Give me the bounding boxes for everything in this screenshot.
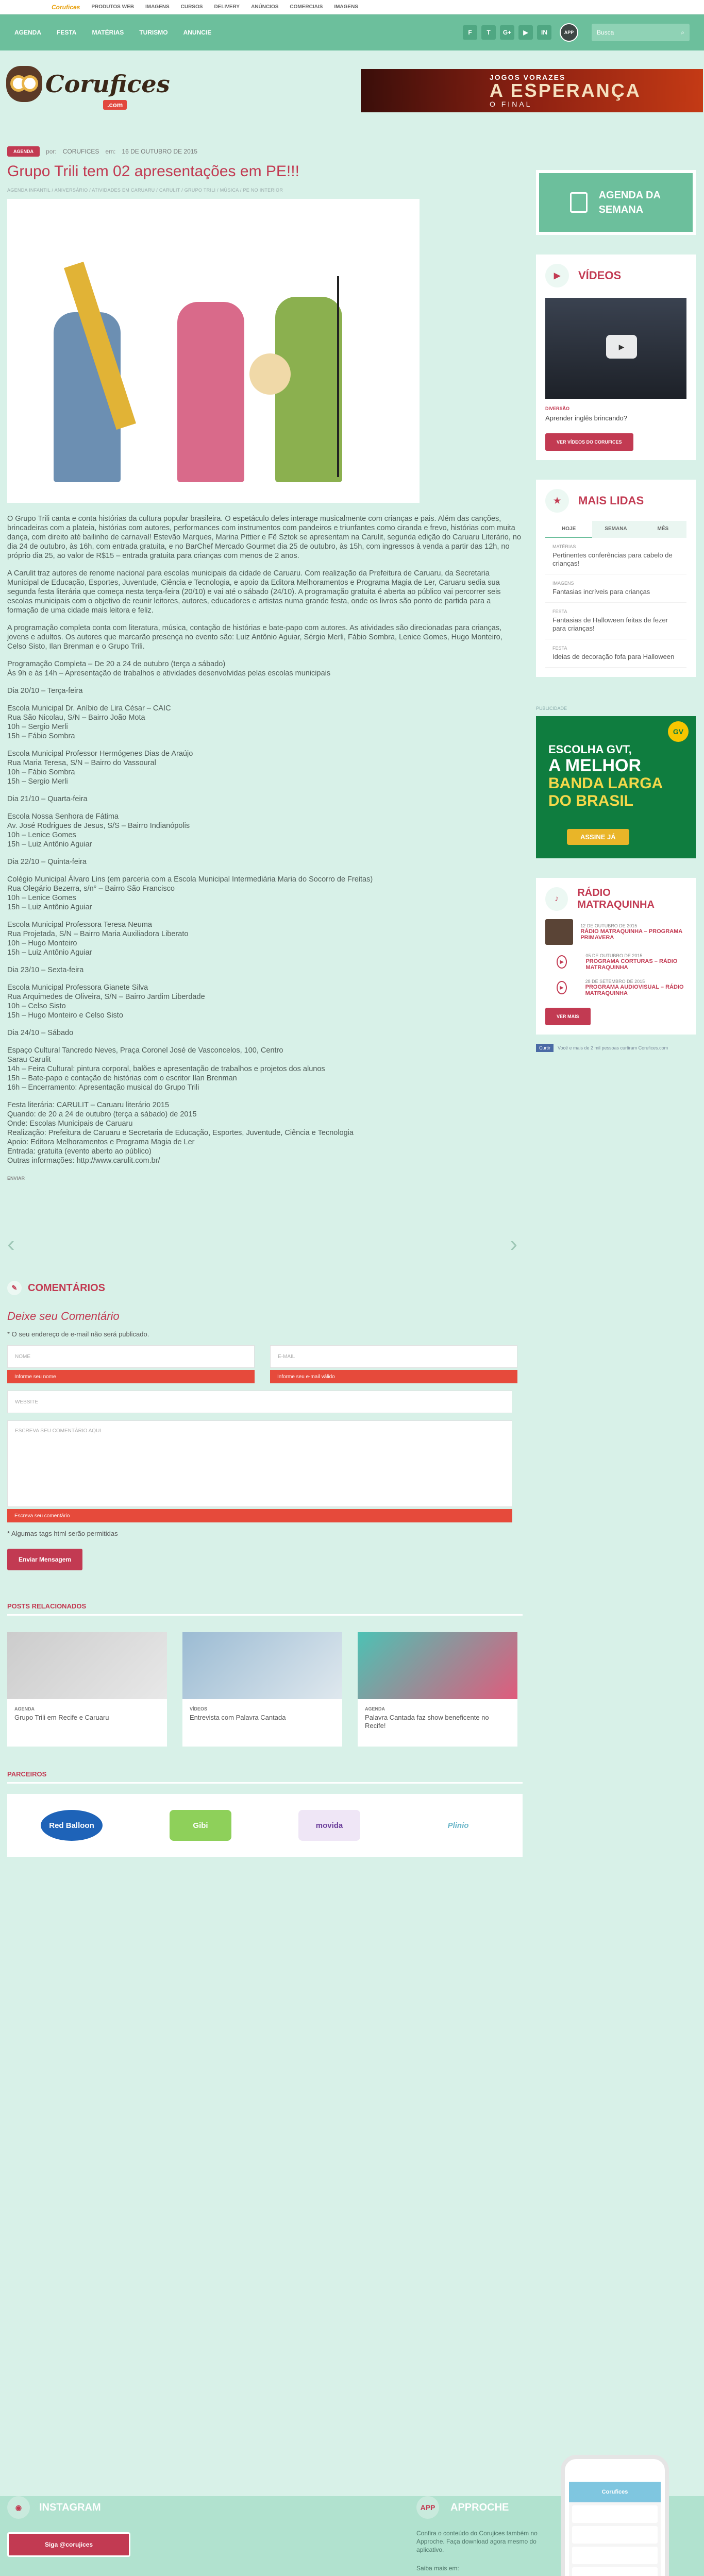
instagram-title: INSTAGRAM	[39, 2501, 101, 2513]
radio-item[interactable]	[545, 953, 686, 971]
comment-form-title: Deixe seu Comentário	[7, 1310, 120, 1323]
phone-header: Corufices	[569, 2482, 661, 2502]
list-item[interactable]	[545, 574, 686, 603]
radio-thumb	[545, 919, 573, 945]
post-tags[interactable]: AGENDA INFANTIL / ANIVERSÁRIO / ATIVIDADES EM CARUARU / CARULIT / GRUPO TRILI / MÚSICA / PE NO INTERIOR	[7, 188, 283, 193]
ad-line2: A ESPERANÇA	[490, 80, 641, 101]
top-utility-bar	[0, 0, 704, 14]
next-post-arrow-icon[interactable]: ›	[510, 1231, 517, 1257]
send-comment-button[interactable]: Enviar Mensagem	[7, 1549, 82, 1570]
facebook-like-text: Você e mais de 2 mil pessoas curtiram Corufices.com	[558, 1045, 668, 1050]
site-logo[interactable]	[6, 66, 170, 109]
phone-list-item	[572, 2505, 658, 2523]
most-read-title: MAIS LIDAS	[578, 494, 644, 507]
video-icon: ▶	[545, 264, 569, 287]
search-icon: ⌕	[681, 28, 684, 36]
play-icon[interactable]: ▶	[557, 981, 567, 994]
related-title: Entrevista com Palavra Cantada	[190, 1714, 286, 1721]
paragraph: Escola Municipal Dr. Aníbio de Lira César – CAIC Rua São Nicolau, S/N – Bairro João Mota 10h – Sergio Merli 15h – Fábio Sombra	[7, 704, 171, 740]
name-field[interactable]: NOME	[7, 1345, 255, 1368]
post-title: Grupo Trili tem 02 apresentações em PE!!!	[7, 163, 299, 180]
app-button[interactable]: APP	[560, 23, 578, 42]
related-thumb	[182, 1632, 342, 1699]
paragraph: Dia 20/10 – Terça-feira	[7, 687, 83, 695]
logo-dotcom: .com	[103, 100, 127, 110]
most-read-tabs	[545, 521, 686, 538]
phone-screen	[569, 2482, 661, 2576]
related-card[interactable]	[182, 1632, 342, 1747]
author[interactable]: CORUFICES	[62, 148, 99, 155]
phone-mockup	[561, 2455, 669, 2576]
article-column	[7, 139, 523, 1857]
related-category: AGENDA	[365, 1706, 385, 1711]
related-category: AGENDA	[14, 1706, 35, 1711]
facebook-icon[interactable]: F	[463, 25, 477, 40]
instagram-heading	[7, 2496, 101, 2519]
comment-textarea[interactable]: ESCREVA SEU COMENTÁRIO AQUI	[7, 1420, 512, 1507]
utility-link[interactable]: IMAGENS	[334, 4, 358, 10]
list-item-category: MATÉRIAS	[552, 544, 576, 549]
radio-item[interactable]	[545, 919, 686, 945]
post-navigation	[7, 1231, 517, 1257]
list-item-category: FESTA	[552, 609, 567, 614]
related-card[interactable]	[358, 1632, 517, 1747]
radio-more-button[interactable]: VER MAIS	[545, 1008, 591, 1025]
paragraph: Escola Municipal Professor Hermógenes Dias de Araújo Rua Maria Teresa, S/N – Bairro do Vassoural 10h – Fábio Sombra 15h – Sergio Merli	[7, 750, 193, 786]
list-item-title: Pertinentes conferências para cabelo de crianças!	[552, 551, 673, 567]
related-heading: POSTS RELACIONADOS	[7, 1602, 523, 1616]
email-note: * O seu endereço de e-mail não será publicado.	[7, 1330, 149, 1338]
follow-instagram-button[interactable]: Siga @corujices	[7, 2532, 130, 2557]
phone-list-item	[572, 2567, 658, 2576]
main-nav	[0, 14, 704, 50]
comment-icon: ✎	[7, 1281, 22, 1295]
html-note: * Algumas tags html serão permitidas	[7, 1530, 118, 1537]
related-title: Grupo Trili em Recife e Caruaru	[14, 1714, 109, 1721]
owl-logo-icon	[6, 66, 42, 102]
comment-error: Escreva seu comentário	[7, 1509, 512, 1522]
nav-agenda[interactable]: AGENDA	[14, 29, 42, 36]
ad-logo: GV	[668, 721, 689, 742]
approche-block	[416, 2496, 540, 2576]
related-posts	[7, 1632, 523, 1747]
twitter-icon[interactable]: T	[481, 25, 496, 40]
list-item[interactable]	[545, 538, 686, 574]
radio-name: PROGRAMA AUDIOVISUAL – RÁDIO MATRAQUINHA	[585, 984, 684, 996]
form-row	[7, 1345, 523, 1383]
microphone-icon: ♪	[545, 887, 568, 911]
paragraph: Dia 22/10 – Quinta-feira	[7, 858, 87, 866]
radio-title: RÁDIO MATRAQUINHA	[577, 887, 655, 910]
utility-link[interactable]: DELIVERY	[214, 4, 240, 10]
nav-turismo[interactable]: TURISMO	[139, 29, 168, 36]
ad-cta-button[interactable]: ASSINE JÁ	[567, 829, 629, 845]
utility-link[interactable]: ANÚNCIOS	[251, 4, 279, 10]
partners-strip	[7, 1794, 523, 1857]
nav-materias[interactable]: MATÉRIAS	[92, 29, 124, 36]
paragraph: A Carulit traz autores de renome nacional para escolas municipais da cidade de Caruaru. Com realização da Prefeitura de Caruaru, da Secretaria Municipal de Educação, Esportes, Juventude, Ciência e Tecnologia, e apoio da Editora Melhoramentos e Programa Magia de Ler, Caruaru sedia sua segunda festa literária que começa nesta terça-feira (20/10) e vai até o sábado (24/10). A programação gratuita é aberta ao público vai percorrer seis escolas municipais com o objetivo de reunir leitores, autores, educadores e artistas numa grande festa, onde os livros são ponto de partida para a formação de uma cidade mais leitora e feliz.	[7, 569, 501, 615]
list-item[interactable]	[545, 639, 686, 668]
instagram-icon: ◉	[7, 2496, 30, 2519]
partner-logo[interactable]: Gibi	[170, 1810, 231, 1841]
related-category: VÍDEOS	[190, 1706, 208, 1711]
video-category: DIVERSÃO	[545, 406, 570, 411]
paragraph: Dia 23/10 – Sexta-feira	[7, 966, 84, 974]
name-error: Informe seu nome	[7, 1370, 255, 1383]
paragraph: O Grupo Trili canta e conta histórias da cultura popular brasileira. O espetáculo deles interage musicalmente com crianças e pais. Além das canções, brincadeiras com a plateia, histórias com autores, performances com instrumentos com pandeiros e triunfantes como ciranda e frevo, histórias com muita dança, com direito até bailinho de carnaval! Estevão Marques, Marina Pittier e Fê Sztok se apresentam na Carulit, segunda edição do Caruaru Literário, no dia 24 de outubro, às 16h, com entrada gratuita, e no BarChef Mercado Gourmet dia 25 de outubro, às 15h, com ingressos à venda a partir das 12h, no próprio dia 25, ao valor de R$15 – entrada gratuita para crianças com menos de 2 anos.	[7, 515, 522, 560]
ad-line2: A MELHOR	[548, 756, 642, 775]
tab-semana[interactable]: SEMANA	[592, 521, 639, 538]
list-item-category: IMAGENS	[552, 581, 574, 586]
site-header	[0, 50, 704, 118]
utility-brand[interactable]: Corufices	[52, 3, 80, 11]
search-placeholder: Busca	[597, 29, 614, 36]
utility-link[interactable]: COMERCIAIS	[290, 4, 323, 10]
radio-name: RÁDIO MATRAQUINHA – PROGRAMA PRIMAVERA	[580, 928, 682, 941]
radio-date: 12 DE OUTUBRO DE 2015	[580, 923, 638, 928]
paragraph: Espaço Cultural Tancredo Neves, Praça Coronel José de Vasconcelos, 100, Centro Sarau Carulit 14h – Feira Cultural: pintura corporal, balões e apresentação de trabalhos e projetos dos alunos 15h – Bate-papo e contação de histórias com o escritor Ilan Brenman 16h – Encerramento: Apresentação musical do Grupo Trili	[7, 1046, 325, 1092]
tab-hoje[interactable]: HOJE	[545, 521, 592, 538]
calendar-icon	[570, 192, 588, 213]
list-item-title: Fantasias de Halloween feitas de fezer para crianças!	[552, 616, 668, 632]
post-meta	[7, 146, 523, 157]
nav-anuncie[interactable]: ANUNCIE	[183, 29, 212, 36]
comments-title: COMENTÁRIOS	[28, 1282, 105, 1294]
prev-post-arrow-icon[interactable]: ‹	[7, 1231, 15, 1257]
phone-list-item	[572, 2526, 658, 2544]
mic-stand	[337, 276, 339, 477]
post-body	[7, 514, 523, 1183]
play-icon[interactable]: ▶	[557, 955, 567, 969]
utility-link[interactable]: IMAGENS	[145, 4, 170, 10]
search-input[interactable]	[592, 24, 690, 41]
bottom-band	[0, 2489, 704, 2576]
ad-line3: O FINAL	[490, 100, 532, 108]
email-error: Informe seu e-mail válido	[270, 1370, 517, 1383]
date-prefix: em:	[105, 148, 116, 155]
paragraph: Dia 24/10 – Sábado	[7, 1029, 74, 1037]
related-card[interactable]	[7, 1632, 167, 1747]
approche-title: APPROCHE	[450, 2501, 509, 2513]
radio-date: 28 DE SETEMBRO DE 2015	[585, 979, 645, 984]
most-read-heading	[545, 489, 686, 513]
radio-name: PROGRAMA CORTURAS – RÁDIO MATRAQUINHA	[585, 958, 678, 971]
top-banner-ad[interactable]	[361, 69, 703, 112]
ad-label: PUBLICIDADE	[536, 706, 567, 711]
instrument-shape	[249, 353, 291, 395]
website-field[interactable]: WEBSITE	[7, 1391, 512, 1413]
paragraph: Escola Municipal Professora Teresa Neuma Rua Projetada, S/N – Bairro Maria Auxiliadora Liberato 10h – Hugo Monteiro 15h – Luiz Antônio Aguiar	[7, 921, 189, 957]
play-icon[interactable]: ▶	[606, 335, 637, 359]
post-image	[7, 199, 420, 503]
related-title: Palavra Cantada faz show beneficente no Recife!	[365, 1714, 489, 1730]
sidebar	[536, 170, 696, 1052]
video-title[interactable]: Aprender inglês brincando?	[545, 414, 627, 422]
social-links	[463, 23, 690, 42]
comments-section	[7, 1281, 523, 1570]
post-date: 16 DE OUTUBRO DE 2015	[122, 148, 198, 155]
paragraph: Dia 21/10 – Quarta-feira	[7, 795, 88, 803]
ad-line1: ESCOLHA GVT,	[548, 743, 632, 756]
more-videos-button[interactable]: VER VÍDEOS DO CORUFICES	[545, 433, 633, 451]
author-prefix: por:	[46, 148, 57, 155]
list-item-category: FESTA	[552, 646, 567, 651]
instagram-icon[interactable]: IN	[537, 25, 551, 40]
most-read-widget	[536, 480, 696, 677]
logo-wordmark: Corufices	[45, 70, 170, 98]
radio-heading	[545, 887, 686, 911]
list-item-title: Fantasias incríveis para crianças	[552, 588, 650, 596]
approche-more: Saiba mais em:	[416, 2565, 459, 2572]
paragraph: Programação Completa – De 20 a 24 de outubro (terça a sábado) Às 9h e às 14h – Apresentação de trabalhos e atividades desenvolvidas pelas escolas municipais	[7, 660, 331, 677]
videos-widget	[536, 255, 696, 460]
utility-link[interactable]: PRODUTOS WEB	[91, 4, 134, 10]
facebook-like-button[interactable]: Curtir	[536, 1044, 554, 1052]
list-item-title: Ideias de decoração fofa para Halloween	[552, 653, 675, 660]
ad-line1: JOGOS VORAZES	[490, 73, 566, 81]
utility-link[interactable]: CURSOS	[180, 4, 203, 10]
paragraph: Festa literária: CARULIT – Caruaru literário 2015 Quando: de 20 a 24 de outubro (terça a sábado) de 2015 Onde: Escolas Municipais de Caruaru Realização: Prefeitura de Caruaru e Secretaria de Educação, Esportes, Juventude, Ciência e Tecnologia Apoio: Editora Melhoramentos e Programa Magia de Ler Entrada: gratuita (evento aberto ao público) Outras informações: http://www.carulit.com.br/	[7, 1101, 354, 1165]
related-thumb	[7, 1632, 167, 1699]
facebook-like	[536, 1044, 696, 1052]
sidebar-ad[interactable]	[536, 716, 696, 858]
googleplus-icon[interactable]: G+	[500, 25, 514, 40]
nav-festa[interactable]: FESTA	[57, 29, 77, 36]
phone-list-item	[572, 2547, 658, 2564]
related-thumb	[358, 1632, 517, 1699]
radio-item[interactable]	[545, 979, 686, 996]
ad-line3: BANDA LARGA DO BRASIL	[548, 775, 663, 809]
partner-logo[interactable]: Red Balloon	[41, 1810, 103, 1841]
paragraph: Escola Municipal Professora Gianete Silva Rua Arquimedes de Oliveira, S/N – Bairro Jardim Liberdade 10h – Celso Sisto 15h – Hugo Monteiro e Celso Sisto	[7, 984, 205, 1020]
radio-date: 05 DE OUTUBRO DE 2015	[585, 953, 643, 958]
partner-logo[interactable]: Plinio	[447, 1821, 469, 1830]
email-field[interactable]: E-MAIL	[270, 1345, 517, 1368]
star-icon: ★	[545, 489, 569, 513]
approche-heading	[416, 2496, 540, 2519]
youtube-icon[interactable]: ▶	[518, 25, 533, 40]
agenda-widget[interactable]	[536, 170, 696, 235]
partners-heading: PARCEIROS	[7, 1770, 523, 1784]
paragraph: Colégio Municipal Álvaro Lins (em parceria com a Escola Municipal Intermediária Maria do Socorro de Freitas) Rua Olegário Bezerra, s/n° – Bairro São Francisco 10h – Lenice Gomes 15h – Luiz Antônio Aguiar	[7, 875, 373, 911]
agenda-title: AGENDA DA SEMANA	[598, 190, 661, 215]
video-thumbnail[interactable]	[545, 298, 686, 399]
videos-heading	[545, 264, 686, 287]
approche-text: Confira o conteúdo do Corujices também no Approche. Faça download agora mesmo do aplicativo.	[416, 2530, 538, 2553]
videos-title: VÍDEOS	[578, 269, 622, 282]
comments-heading	[7, 1281, 523, 1295]
list-item[interactable]	[545, 603, 686, 639]
tab-mes[interactable]: MÊS	[640, 521, 686, 538]
paragraph: A programação completa conta com literatura, música, contação de histórias e bate-papo com autores. As atividades são direcionadas para crianças, jovens e adultos. Os autores que marcarão presença no evento são: Luiz Antônio Aguiar, Sérgio Merli, Fábio Sombra, Lenice Gomes, Hugo Monteiro, Celso Sisto, Ilan Brenman e o Grupo Trili.	[7, 624, 502, 651]
share-label[interactable]: ENVIAR	[7, 1176, 25, 1181]
paragraph: Escola Nossa Senhora de Fátima Av. José Rodrigues de Jesus, S/S – Bairro Indianópolis 10h – Lenice Gomes 15h – Luiz Antônio Aguiar	[7, 812, 190, 849]
performer-figure	[177, 302, 244, 482]
category-tag[interactable]: AGENDA	[7, 146, 40, 157]
radio-widget	[536, 878, 696, 1035]
performer-figure	[275, 297, 342, 482]
partner-logo[interactable]: movida	[298, 1810, 360, 1841]
approche-icon: APP	[416, 2496, 439, 2519]
